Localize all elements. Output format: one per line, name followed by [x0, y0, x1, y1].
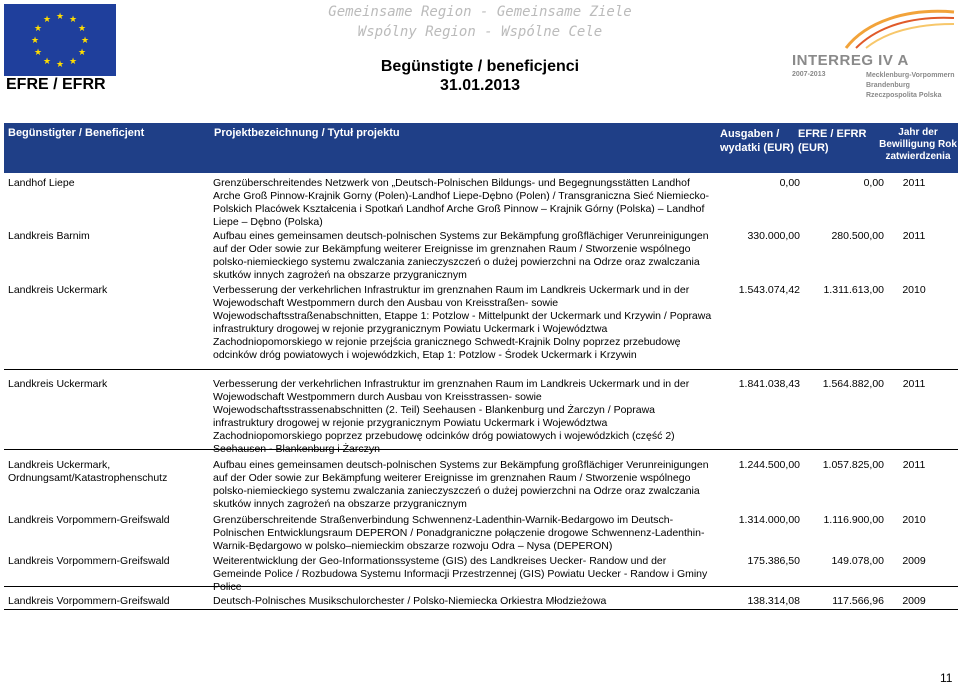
svg-text:★: ★	[42, 15, 52, 25]
cell-efre: 280.500,00	[831, 230, 884, 242]
interreg-swoosh-icon	[786, 2, 958, 52]
row-divider	[4, 586, 958, 587]
slogan-german: Gemeinsame Region - Gemeinsame Ziele	[328, 4, 632, 20]
svg-text:★: ★	[30, 36, 40, 46]
svg-text:★: ★	[33, 24, 43, 34]
page-title: Begünstigte / beneficjenci	[380, 58, 580, 75]
row-divider	[4, 609, 958, 610]
cell-project: Deutsch-Polnisches Musikschulorchester / Polsko-Niemiecka Orkiestra Młodzieżowa	[213, 595, 607, 607]
page-date: 31.01.2013	[439, 77, 521, 94]
svg-text:★: ★	[68, 57, 78, 67]
cell-expenditure: 1.244.500,00	[738, 459, 800, 471]
cell-expenditure: 138.314,08	[747, 595, 800, 607]
cell-expenditure: 0,00	[779, 177, 800, 189]
cell-beneficiary: Landkreis Vorpommern-Greifswald	[8, 555, 170, 567]
cell-project: Grenzüberschreitende Straßenverbindung Schwennenz-Ladenthin-Warnik-Bedargowo im Deutsch-Polnischen Entwicklungsraum DEPERON / Ponadgraniczne połączenie drogowe Schwennenz-Ladenthin-Warnik-Będargowo w polsko–niemieckim obszarze rozwoju Odra – Nysa (DEPERON)	[213, 514, 705, 552]
cell-project: Verbesserung der verkehrlichen Infrastruktur im grenznahen Raum im Landkreis Uckermark und in der Wojewodschaft Westpommern durch Ausbau von Kreisstrassen- sowie Wojewodschaftsstrassenabschnitten (2. Teil) Seehausen - Blankenburg und Żarczyn / Poprawa infrastruktury drogowej w rejonie przygranicznym Powiatu Uckermark i Województwa Zachodniopomorskiego poprzez przebudowę odcinków dróg powiatowych i wojewódzkich (część 2) Seehausen - Blankenburg i Żarczyn	[213, 378, 690, 455]
svg-text:★: ★	[55, 60, 65, 70]
table-header	[4, 123, 958, 173]
cell-efre: 149.078,00	[831, 555, 884, 567]
cell-efre: 117.566,96	[832, 595, 884, 607]
svg-text:★: ★	[33, 48, 43, 58]
cell-beneficiary: Landkreis Vorpommern-Greifswald	[8, 514, 170, 526]
cell-year: 2011	[902, 177, 926, 189]
cell-efre: 1.564.882,00	[822, 378, 884, 390]
column-header-efre: EFRE / EFRR (EUR)	[798, 128, 867, 154]
cell-beneficiary: Landhof Liepe	[8, 177, 75, 189]
cell-year: 2009	[902, 555, 926, 567]
cell-project: Weiterentwicklung der Geo-Informationssysteme (GIS) des Landkreises Uecker- Randow und der Gemeinde Police / Rozbudowa Systemu Informacji Przestrzennej (GIS) Powiatu Uecker - Randow i Gminy Police	[213, 555, 708, 593]
svg-text:★: ★	[42, 57, 52, 67]
cell-project: Verbesserung der verkehrlichen Infrastruktur im grenznahen Raum im Landkreis Uckermark und in der Wojewodschaft Westpommern durch den Ausbau von Kreisstraßen- sowie Wojewodschaftsstraßenabschnitten, Etappe 1: Potzlow - Mittelpunkt der Uckermark und Krzywin / Poprawa infrastruktury drogowej w rejonie przygranicznym Powiatu Uckermark i Województwa Zachodniopomorskiego w rejonie przejścia granicznego Schwedt-Krajnik Dolny poprzez przebudowę odcinków dróg powiatowych i wojewódzkich, Etap 1: Potzlow - Środek Uckermark i Krzywin	[213, 284, 712, 361]
cell-year: 2011	[902, 459, 926, 471]
cell-year: 2011	[902, 230, 926, 242]
row-divider	[4, 369, 958, 370]
interreg-name: INTERREG IV A	[792, 52, 909, 69]
cell-expenditure: 175.386,50	[747, 555, 800, 567]
cell-expenditure: 1.841.038,43	[738, 378, 800, 390]
cell-expenditure: 1.543.074,42	[738, 284, 800, 296]
efre-label: EFRE / EFRR	[6, 76, 106, 93]
cell-project: Grenzüberschreitendes Netzwerk von „Deutsch-Polnischen Bildungs- und Begegnungsstätten Landhof Arche Groß Pinnow-Krajnik Gorny (Polen)-Landhof Liepe-Dębno (Polen) / Transgraniczna Sieć Niemiecko-Polskich Placówek Kształcenia i Spotkań Landhof Arche Groß Pinnow – Krajnik Górny (Polska) – Landhof Liepe – Dębno (Polska)	[213, 177, 710, 228]
svg-text:★: ★	[55, 12, 65, 22]
cell-expenditure: 1.314.000,00	[738, 514, 800, 526]
column-header-project: Projektbezeichnung / Tytuł projektu	[214, 127, 400, 139]
cell-year: 2010	[902, 514, 926, 526]
svg-text:★: ★	[77, 24, 87, 34]
svg-text:★: ★	[80, 36, 90, 46]
region-pl: Rzeczpospolita Polska	[866, 92, 942, 99]
slogan-polish: Wspólny Region - Wspólne Cele	[357, 24, 603, 40]
cell-efre: 1.116.900,00	[823, 514, 884, 526]
cell-year: 2011	[902, 378, 926, 390]
cell-beneficiary: Landkreis Uckermark	[8, 284, 108, 296]
cell-beneficiary: Landkreis Uckermark	[8, 378, 108, 390]
column-header-beneficiary: Begünstigter / Beneficjent	[8, 127, 145, 139]
cell-efre: 0,00	[863, 177, 884, 189]
column-header-year: Jahr der Bewilligung Rok zatwierdzenia	[879, 127, 957, 162]
region-mv: Mecklenburg-Vorpommern	[866, 72, 955, 79]
cell-year: 2010	[902, 284, 926, 296]
interreg-years: 2007-2013	[792, 71, 826, 78]
region-bb: Brandenburg	[866, 82, 910, 89]
svg-text:★: ★	[77, 48, 87, 58]
cell-beneficiary: Landkreis Vorpommern-Greifswald	[8, 595, 170, 607]
interreg-regions	[866, 71, 955, 101]
cell-beneficiary: Landkreis Barnim	[8, 230, 90, 242]
cell-efre: 1.057.825,00	[822, 459, 884, 471]
cell-project: Aufbau eines gemeinsamen deutsch-polnischen Systems zur Bekämpfung großflächiger Verunreinigungen auf der Oder sowie zur Bekämpfung weiterer Ereignisse im grenznahen Raum / Stworzenie wspólnego polsko-niemieckiego systemu zwalczania zanieczyszczeń o dużej powierzchni na Odrze oraz zwalczania skutków innych zagrożeń na obszarze przygranicznym	[213, 459, 709, 510]
cell-expenditure: 330.000,00	[747, 230, 800, 242]
row-divider	[4, 449, 958, 450]
cell-efre: 1.311.613,00	[823, 284, 884, 296]
column-header-expenditure: Ausgaben / wydatki (EUR)	[720, 128, 794, 154]
page-number: 11	[940, 671, 953, 685]
cell-beneficiary: Landkreis Uckermark, Ordnungsamt/Katastrophenschutz	[8, 459, 168, 484]
cell-project: Aufbau eines gemeinsamen deutsch-polnischen Systems zur Bekämpfung großflächiger Verunreinigungen auf der Oder sowie zur Bekämpfung weiterer Ereignisse im grenznahen Raum / Stworzenie wspólnego polsko-niemieckiego systemu zwalczania zanieczyszczeń o dużej powierzchni na Odrze oraz zwalczania skutków innych zagrożeń na obszarze przygranicznym	[213, 230, 709, 281]
cell-year: 2009	[902, 595, 926, 607]
svg-text:★: ★	[68, 15, 78, 25]
